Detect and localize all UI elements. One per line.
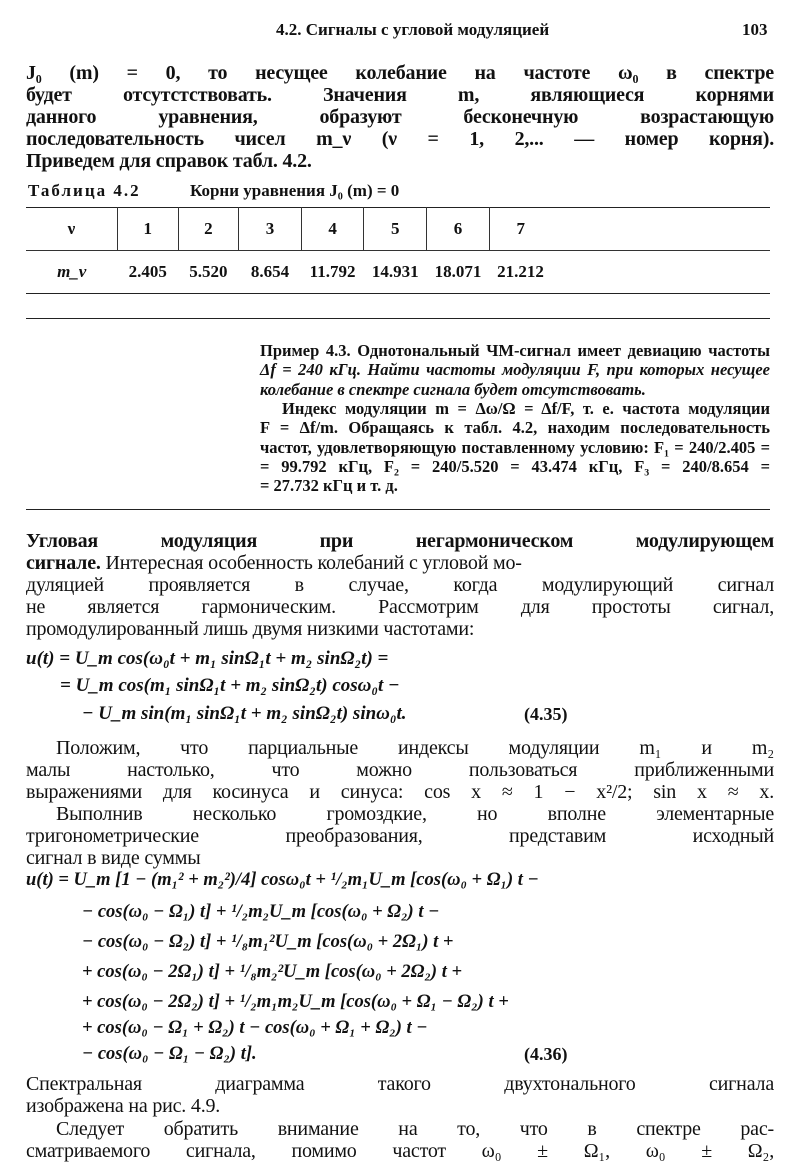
equation-line: − cos(ω₀ − Ω₁) t] + ¹/₂m₂U_m [cos(ω₀ + Ω₂) t −: [82, 902, 440, 922]
equation-number: (4.35): [524, 704, 568, 724]
text-line: не является гармоническим. Рассмотрим для простоты сигнал,: [26, 596, 774, 618]
equation-line: − cos(ω₀ − Ω₂) t] + ¹/₈m₁²U_m [cos(ω₀ + 2Ω₁) t +: [82, 932, 454, 952]
table-caption: Корни уравнения J₀ (m) = 0: [190, 181, 400, 200]
text-line: [26, 552, 774, 575]
equation-line: u(t) = U_m cos(ω₀t + m₁ sinΩ₁t + m₂ sinΩ₂t) =: [26, 648, 389, 669]
text-line: Положим, что парциальные индексы модуляции m₁ и m₂: [56, 737, 774, 759]
equation-line: = U_m cos(m₁ sinΩ₁t + m₂ sinΩ₂t) cosω₀t −: [60, 675, 400, 696]
text-line: изображена на рис. 4.9.: [26, 1095, 221, 1117]
equation-line: + cos(ω₀ − 2Ω₂) t] + ¹/₂m₁m₂U_m [cos(ω₀ + Ω₁ − Ω₂) t +: [82, 992, 509, 1012]
text-line: малы настолько, что можно пользоваться приближенными: [26, 759, 774, 781]
example-line: частот, удовлетворяющую поставленному условию: F₁ = 240/2.405 =: [260, 438, 770, 457]
text-line: Приведем для справок табл. 4.2.: [26, 150, 312, 172]
section-rule: [26, 509, 770, 510]
table-cell: 4: [301, 208, 364, 251]
table-label: Таблица 4.2: [28, 181, 141, 200]
text-line: будет отсутстствовать. Значения m, являющиеся корнями: [26, 84, 774, 106]
equation-line: u(t) = U_m [1 − (m₁² + m₂²)/4] cosω₀t + ¹/₂m₁U_m [cos(ω₀ + Ω₁) t −: [26, 870, 539, 890]
section-rule: [26, 318, 770, 319]
table-cell: 7: [489, 208, 551, 251]
table-cell: 1: [117, 208, 178, 251]
section-heading: сигнале.: [26, 552, 101, 574]
text-line: сматриваемого сигнала, помимо частот ω₀ ± Ω₁, ω₀ ± Ω₂,: [26, 1140, 774, 1162]
example-line: F = Δf/m. Обращаясь к табл. 4.2, находим последовательность: [260, 418, 770, 437]
text-line: последовательность чисел m_ν (ν = 1, 2,... — номер корня).: [26, 128, 774, 150]
text-line: J₀ (m) = 0, то несущее колебание на частоте ω₀ в спектре: [26, 62, 774, 84]
equation-number: (4.36): [524, 1044, 568, 1064]
text-span: Интересная особенность колебаний с угловой мо-: [100, 552, 522, 574]
table-header-cell: m_ν: [26, 251, 117, 294]
example-line: Пример 4.3. Однотональный ЧМ-сигнал имеет девиацию частоты: [260, 341, 770, 360]
example-line: = 99.792 кГц, F₂ = 240/5.520 = 43.474 кГц, F₃ = 240/8.654 =: [260, 457, 770, 476]
text-line: Выполнив несколько громоздкие, но вполне элементарные: [56, 803, 774, 825]
table-cell: 21.212: [489, 251, 551, 294]
table-cell: 18.071: [427, 251, 490, 294]
table-cell: 3: [239, 208, 302, 251]
equation-line: + cos(ω₀ − Ω₁ + Ω₂) t − cos(ω₀ + Ω₁ + Ω₂) t −: [82, 1018, 428, 1038]
table-row: [26, 208, 770, 251]
text-line: данного уравнения, образуют бесконечную возрастающую: [26, 106, 774, 128]
table-cell: 6: [427, 208, 490, 251]
example-line: = 27.732 кГц и т. д.: [260, 476, 398, 495]
text-line: Следует обратить внимание на то, что в спектре рас-: [56, 1118, 774, 1140]
example-line: Δf = 240 кГц. Найти частоты модуляции F, при которых несущее: [260, 360, 770, 379]
roots-table: [26, 207, 770, 294]
table-cell: 5.520: [178, 251, 239, 294]
running-header: 4.2. Сигналы с угловой модуляцией: [276, 20, 550, 39]
table-empty-cell: [552, 208, 770, 251]
example-line: Индекс модуляции m = Δω/Ω = Δf/F, т. е. частота модуляции: [282, 399, 770, 418]
text-line: дуляцией проявляется в случае, когда модулирующий сигнал: [26, 574, 774, 596]
text-line: выражениями для косинуса и синуса: cos x ≈ 1 − x²/2; sin x ≈ x.: [26, 781, 774, 803]
text-line: сигнал в виде суммы: [26, 847, 201, 869]
table-cell: 5: [364, 208, 427, 251]
table-cell: 2.405: [117, 251, 178, 294]
table-header-cell: ν: [26, 208, 117, 251]
equation-line: − cos(ω₀ − Ω₁ − Ω₂) t].: [82, 1044, 257, 1064]
table-cell: 11.792: [301, 251, 364, 294]
equation-line: + cos(ω₀ − 2Ω₁) t] + ¹/₈m₂²U_m [cos(ω₀ + 2Ω₂) t +: [82, 962, 462, 982]
text-line: промодулированный лишь двумя низкими частотами:: [26, 618, 475, 640]
table-empty-cell: [552, 251, 770, 294]
equation-line: − U_m sin(m₁ sinΩ₁t + m₂ sinΩ₂t) sinω₀t.: [82, 703, 407, 724]
table-row: [26, 251, 770, 294]
page-number: 103: [742, 20, 768, 39]
text-line: тригонометрические преобразования, представим исходный: [26, 825, 774, 847]
table-cell: 14.931: [364, 251, 427, 294]
table-cell: 2: [178, 208, 239, 251]
example-line: колебание в спектре сигнала будет отсутствовать.: [260, 380, 646, 399]
text-line: Спектральная диаграмма такого двухтонального сигнала: [26, 1073, 774, 1095]
section-heading: Угловая модуляция при негармоническом модулирующем: [26, 530, 774, 552]
table-cell: 8.654: [239, 251, 302, 294]
